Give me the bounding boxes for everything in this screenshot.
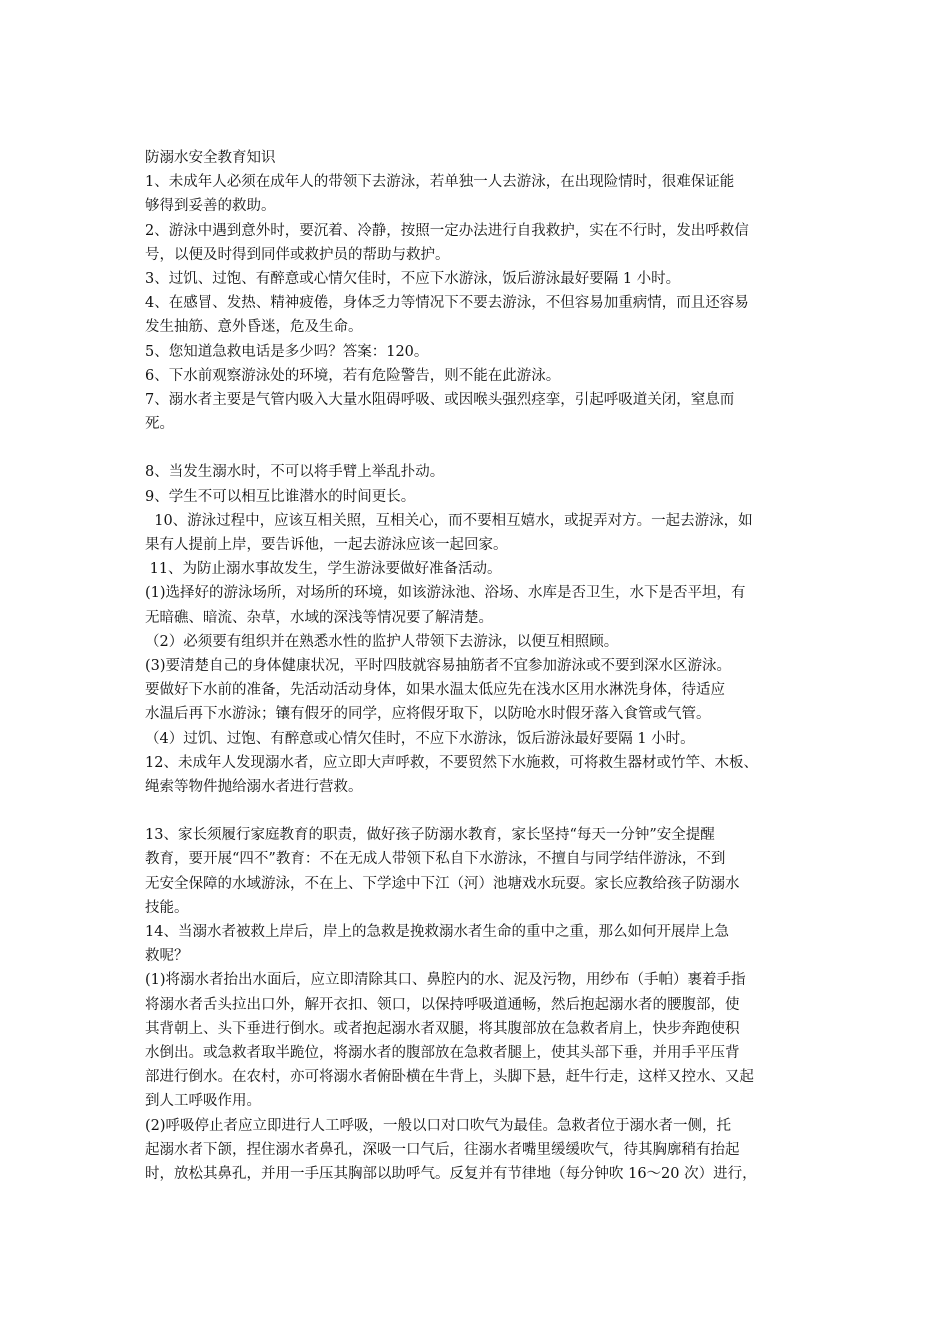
text-line: (2)呼吸停止者应立即进行人工呼吸，一般以口对口吹气为最佳。急救者位于溺水者一侧，托 bbox=[145, 1117, 732, 1134]
text-line: 3、过饥、过饱、有醉意或心情欠佳时，不应下水游泳，饭后游泳最好要隔 1 小时。 bbox=[145, 270, 681, 287]
text-line: 其背朝上、头下垂进行倒水。或者抱起溺水者双腿，将其腹部放在急救者肩上，快步奔跑使积 bbox=[145, 1020, 740, 1037]
text-line: 2、游泳中遇到意外时，要沉着、冷静，按照一定办法进行自我救护，实在不行时，发出呼救信 bbox=[145, 222, 749, 239]
text-line: 12、未成年人发现溺水者，应立即大声呼救，不要贸然下水施救，可将救生器材或竹竿、木板、 bbox=[145, 754, 758, 771]
text-line: 6、下水前观察游泳处的环境，若有危险警告，则不能在此游泳。 bbox=[145, 367, 561, 384]
text-line: （4）过饥、过饱、有醉意或心情欠佳时，不应下水游泳，饭后游泳最好要隔 1 小时。 bbox=[145, 730, 695, 747]
text-line: 死。 bbox=[145, 416, 174, 433]
text-line: 发生抽筋、意外昏迷，危及生命。 bbox=[145, 319, 363, 336]
blank-line bbox=[145, 436, 810, 460]
text-line: 8、当发生溺水时，不可以将手臂上举乱扑动。 bbox=[145, 464, 445, 481]
document-body bbox=[145, 146, 810, 1186]
text-line: 救呢？ bbox=[145, 948, 189, 965]
text-line: 够得到妥善的救助。 bbox=[145, 198, 276, 215]
text-line: 教育，要开展“四不”教育：不在无成人带领下私自下水游泳，不擅自与同学结伴游泳，不到 bbox=[145, 851, 726, 868]
text-line: 起溺水者下颌，捏住溺水者鼻孔，深吸一口气后，往溺水者嘴里缓缓吹气，待其胸廓稍有抬起 bbox=[145, 1141, 740, 1158]
text-line: 9、学生不可以相互比谁潜水的时间更长。 bbox=[145, 488, 416, 505]
text-line: 5、您知道急救电话是多少吗？答案：120。 bbox=[145, 343, 429, 360]
text-line: (1)将溺水者抬出水面后，应立即清除其口、鼻腔内的水、泥及污物，用纱布（手帕）裹着手指 bbox=[145, 972, 746, 989]
text-line: 14、当溺水者被救上岸后，岸上的急救是挽救溺水者生命的重中之重，那么如何开展岸上急 bbox=[145, 924, 729, 940]
text-line: (1)选择好的游泳场所，对场所的环境，如该游泳池、浴场、水库是否卫生，水下是否平坦，有 bbox=[145, 585, 746, 602]
text-line: 号，以便及时得到同伴或救护员的帮助与救护。 bbox=[145, 246, 450, 263]
text-line: 技能。 bbox=[145, 899, 189, 916]
text-line: 11、为防止溺水事故发生，学生游泳要做好准备活动。 bbox=[145, 561, 502, 578]
text-line: 水倒出。或急救者取半跪位，将溺水者的腹部放在急救者腿上，使其头部下垂，并用手平压背 bbox=[145, 1044, 740, 1061]
text-line: 10、游泳过程中，应该互相关照，互相关心，而不要相互嬉水，或捉弄对方。一起去游泳，如 bbox=[145, 512, 753, 529]
text-line: 水温后再下水游泳；镶有假牙的同学，应将假牙取下，以防呛水时假牙落入食管或气管。 bbox=[145, 706, 711, 723]
text-line: 到人工呼吸作用。 bbox=[145, 1093, 261, 1110]
text-line: 无安全保障的水域游泳，不在上、下学途中下江（河）池塘戏水玩耍。家长应教给孩子防溺水 bbox=[145, 875, 740, 892]
text-line: 4、在感冒、发热、精神疲倦，身体乏力等情况下不要去游泳，不但容易加重病情，而且还容易 bbox=[145, 295, 749, 312]
text-line: 要做好下水前的准备，先活动活动身体，如果水温太低应先在浅水区用水淋洗身体，待适应 bbox=[145, 682, 725, 699]
text-line: 时，放松其鼻孔，并用一手压其胸部以助呼气。反复并有节律地（每分钟吹 16～20 次）进行， bbox=[145, 1165, 757, 1182]
text-line: 果有人提前上岸，要告诉他，一起去游泳应该一起回家。 bbox=[145, 537, 508, 553]
text-line: 绳索等物件抛给溺水者进行营救。 bbox=[145, 778, 363, 795]
text-line: 将溺水者舌头拉出口外，解开衣扣、领口，以保持呼吸道通畅，然后抱起溺水者的腰腹部，使 bbox=[145, 996, 740, 1013]
blank-line bbox=[145, 799, 810, 823]
text-line: 1、未成年人必须在成年人的带领下去游泳，若单独一人去游泳，在出现险情时，很难保证能 bbox=[145, 174, 735, 191]
text-line: 13、家长须履行家庭教育的职责，做好孩子防溺水教育，家长坚持“每天一分钟”安全提醒 bbox=[145, 827, 715, 844]
text-line: 无暗礁、暗流、杂草，水域的深浅等情况要了解清楚。 bbox=[145, 609, 493, 626]
text-line: （2）必须要有组织并在熟悉水性的监护人带领下去游泳，以便互相照顾。 bbox=[145, 633, 619, 650]
text-line: (3)要清楚自己的身体健康状况，平时四肢就容易抽筋者不宜参加游泳或不要到深水区游泳。 bbox=[145, 657, 732, 674]
text-line: 部进行倒水。在农村，亦可将溺水者俯卧横在牛背上，头脚下悬，赶牛行走，这样又控水、又起 bbox=[145, 1069, 754, 1086]
text-line: 7、溺水者主要是气管内吸入大量水阻碍呼吸、或因喉头强烈痉挛，引起呼吸道关闭，窒息而 bbox=[145, 391, 735, 408]
document-title: 防溺水安全教育知识 bbox=[145, 150, 276, 166]
